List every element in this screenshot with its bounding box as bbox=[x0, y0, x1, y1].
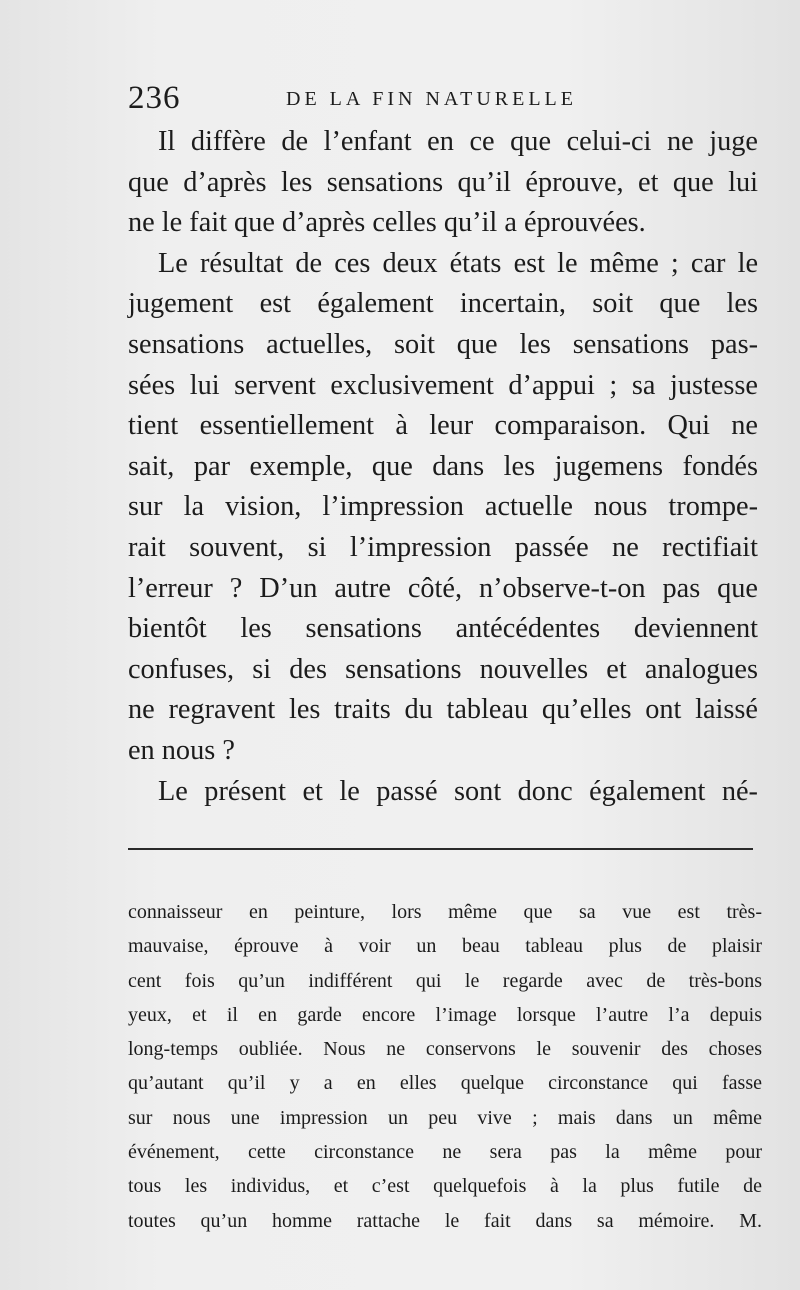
footnote-line: connaisseur en peinture, lors même que sa vue est très- bbox=[128, 901, 762, 923]
text-line: rait souvent, si l’impression passée ne rectifiait bbox=[128, 531, 758, 563]
text-line: bientôt les sensations antécédentes deviennent bbox=[128, 613, 758, 645]
text-line: sait, par exemple, que dans les jugemens fondés bbox=[128, 450, 758, 482]
text-line: Il diffère de l’enfant en ce que celui-ci ne juge bbox=[158, 126, 758, 157]
text-line: tient essentiellement à leur comparaison. Qui ne bbox=[128, 410, 758, 442]
text-line: ne regravent les traits du tableau qu’elles ont laissé bbox=[128, 694, 758, 726]
text-line: Le présent et le passé sont donc également né- bbox=[158, 775, 758, 807]
text-line: sur la vision, l’impression actuelle nous trompe- bbox=[128, 491, 758, 523]
text-line: jugement est également incertain, soit que les bbox=[128, 288, 758, 320]
page-number: 236 bbox=[128, 80, 181, 116]
footnote-line: cent fois qu’un indifférent qui le regarde avec de très-bons bbox=[128, 969, 762, 992]
footnote-text bbox=[128, 895, 762, 1238]
text-line: sensations actuelles, soit que les sensations pas- bbox=[128, 328, 758, 360]
footnote-line: mauvaise, éprouve à voir un beau tableau plus de plaisir bbox=[128, 935, 762, 958]
page-header bbox=[128, 80, 758, 120]
footnote-line: événement, cette circonstance ne sera pas la même pour bbox=[128, 1141, 762, 1164]
footnote-line: qu’autant qu’il y a en elles quelque circonstance qui fasse bbox=[128, 1072, 762, 1095]
footnote-line: toutes qu’un homme rattache le fait dans sa mémoire. M. bbox=[128, 1209, 762, 1232]
footnote-line: long-temps oubliée. Nous ne conservons le souvenir des choses bbox=[128, 1038, 762, 1061]
text-line: que d’après les sensations qu’il éprouve, et que lui bbox=[128, 166, 758, 198]
footnote-separator bbox=[128, 848, 753, 850]
footnote-line: tous les individus, et c’est quelquefois à la plus futile de bbox=[128, 1175, 762, 1198]
text-line: sées lui servent exclusivement d’appui ; sa justesse bbox=[128, 369, 758, 401]
main-text bbox=[128, 122, 758, 812]
text-line: ne le fait que d’après celles qu’il a éprouvées. bbox=[128, 207, 646, 239]
text-line: Le résultat de ces deux états est le même ; car le bbox=[158, 247, 758, 279]
running-title: DE LA FIN NATURELLE bbox=[286, 88, 577, 110]
footnote-line: sur nous une impression un peu vive ; mais dans un même bbox=[128, 1106, 762, 1129]
text-line: l’erreur ? D’un autre côté, n’observe-t-on pas que bbox=[128, 572, 758, 604]
text-line: confuses, si des sensations nouvelles et analogues bbox=[128, 653, 758, 685]
footnote-line: yeux, et il en garde encore l’image lorsque l’autre l’a depuis bbox=[128, 1003, 762, 1026]
text-line: en nous ? bbox=[128, 734, 235, 766]
